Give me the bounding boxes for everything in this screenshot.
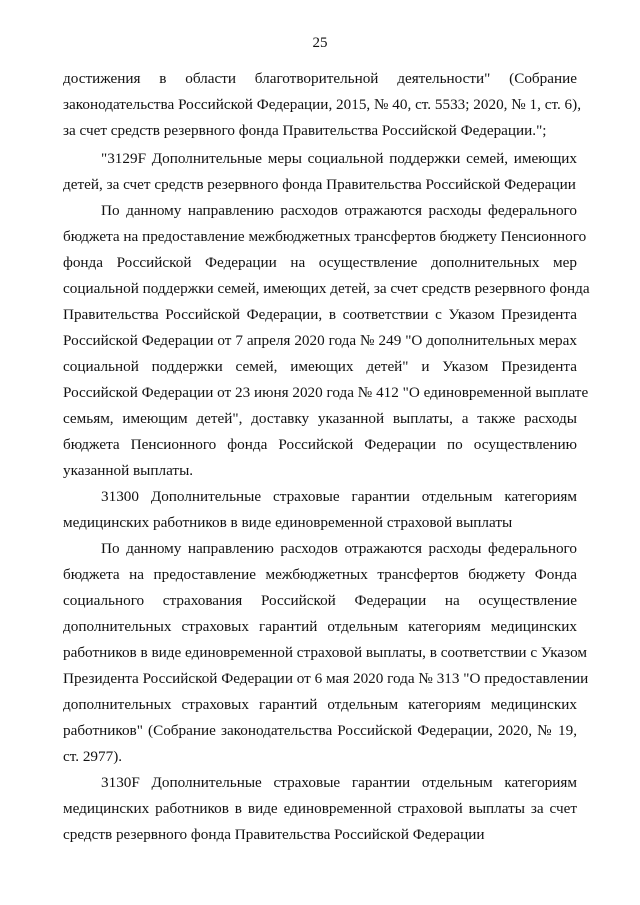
text-line: законодательства Российской Федерации, 2015, № 40, ст. 5533; 2020, № 1, ст. 6), xyxy=(63,96,582,113)
text-line: Президента Российской Федерации от 6 мая 2020 года № 313 "О предоставлении xyxy=(63,670,589,687)
text-line: работников в виде единовременной страховой выплаты, в соответствии с Указом xyxy=(63,644,588,661)
paragraph-description-3129F xyxy=(63,198,590,484)
text-line: социальной поддержки семей, имеющих детей, за счет средств резервного фонда xyxy=(63,280,590,297)
paragraph-code-3129F xyxy=(63,146,577,198)
text-line: бюджета на предоставление межбюджетных трансфертов бюджету Фонда xyxy=(63,566,577,583)
text-line: 3130F Дополнительные страховые гарантии отдельным категориям xyxy=(101,774,577,791)
text-line: медицинских работников в виде единовременной страховой выплаты xyxy=(63,514,513,531)
text-line: дополнительных страховых гарантий отдельным категориям медицинских xyxy=(63,696,577,713)
text-line: социальной поддержки семей, имеющих детей" и Указом Президента xyxy=(63,358,577,375)
text-line: дополнительных страховых гарантий отдельным категориям медицинских xyxy=(63,618,577,635)
text-line: "3129F Дополнительные меры социальной поддержки семей, имеющих xyxy=(101,150,577,167)
text-line: Правительства Российской Федерации, в соответствии с Указом Президента xyxy=(63,306,577,323)
text-line: за счет средств резервного фонда Правительства Российской Федерации."; xyxy=(63,122,547,139)
text-line: По данному направлению расходов отражаются расходы федерального xyxy=(101,540,577,557)
text-line: работников" (Собрание законодательства Российской Федерации, 2020, № 19, xyxy=(63,722,577,739)
text-line: Российской Федерации от 7 апреля 2020 года № 249 "О дополнительных мерах xyxy=(63,332,577,349)
text-line: 31300 Дополнительные страховые гарантии отдельным категориям xyxy=(101,488,577,505)
text-line: По данному направлению расходов отражаются расходы федерального xyxy=(101,202,577,219)
text-line: бюджета Пенсионного фонда Российской Федерации по осуществлению xyxy=(63,436,577,453)
text-line: социального страхования Российской Федерации на осуществление xyxy=(63,592,577,609)
page-number: 25 xyxy=(312,35,328,51)
text-line: достижения в области благотворительной деятельности" (Собрание xyxy=(63,70,577,87)
text-line: бюджета на предоставление межбюджетных трансфертов бюджету Пенсионного xyxy=(63,228,587,245)
text-line: медицинских работников в виде единовременной страховой выплаты за счет xyxy=(63,800,577,817)
text-line: средств резервного фонда Правительства Российской Федерации xyxy=(63,826,485,843)
paragraph-description-31300 xyxy=(63,536,589,770)
text-line: Российской Федерации от 23 июня 2020 года № 412 "О единовременной выплате xyxy=(63,384,589,401)
text-line: семьям, имеющим детей", доставку указанной выплаты, а также расходы xyxy=(63,410,577,427)
paragraph-continuation xyxy=(63,66,582,144)
text-line: детей, за счет средств резервного фонда Правительства Российской Федерации xyxy=(63,176,576,193)
text-line: ст. 2977). xyxy=(63,748,123,765)
paragraph-code-31300 xyxy=(63,484,577,536)
text-line: указанной выплаты. xyxy=(63,462,194,479)
text-line: фонда Российской Федерации на осуществление дополнительных мер xyxy=(63,254,577,271)
paragraph-code-3130F xyxy=(63,770,577,848)
